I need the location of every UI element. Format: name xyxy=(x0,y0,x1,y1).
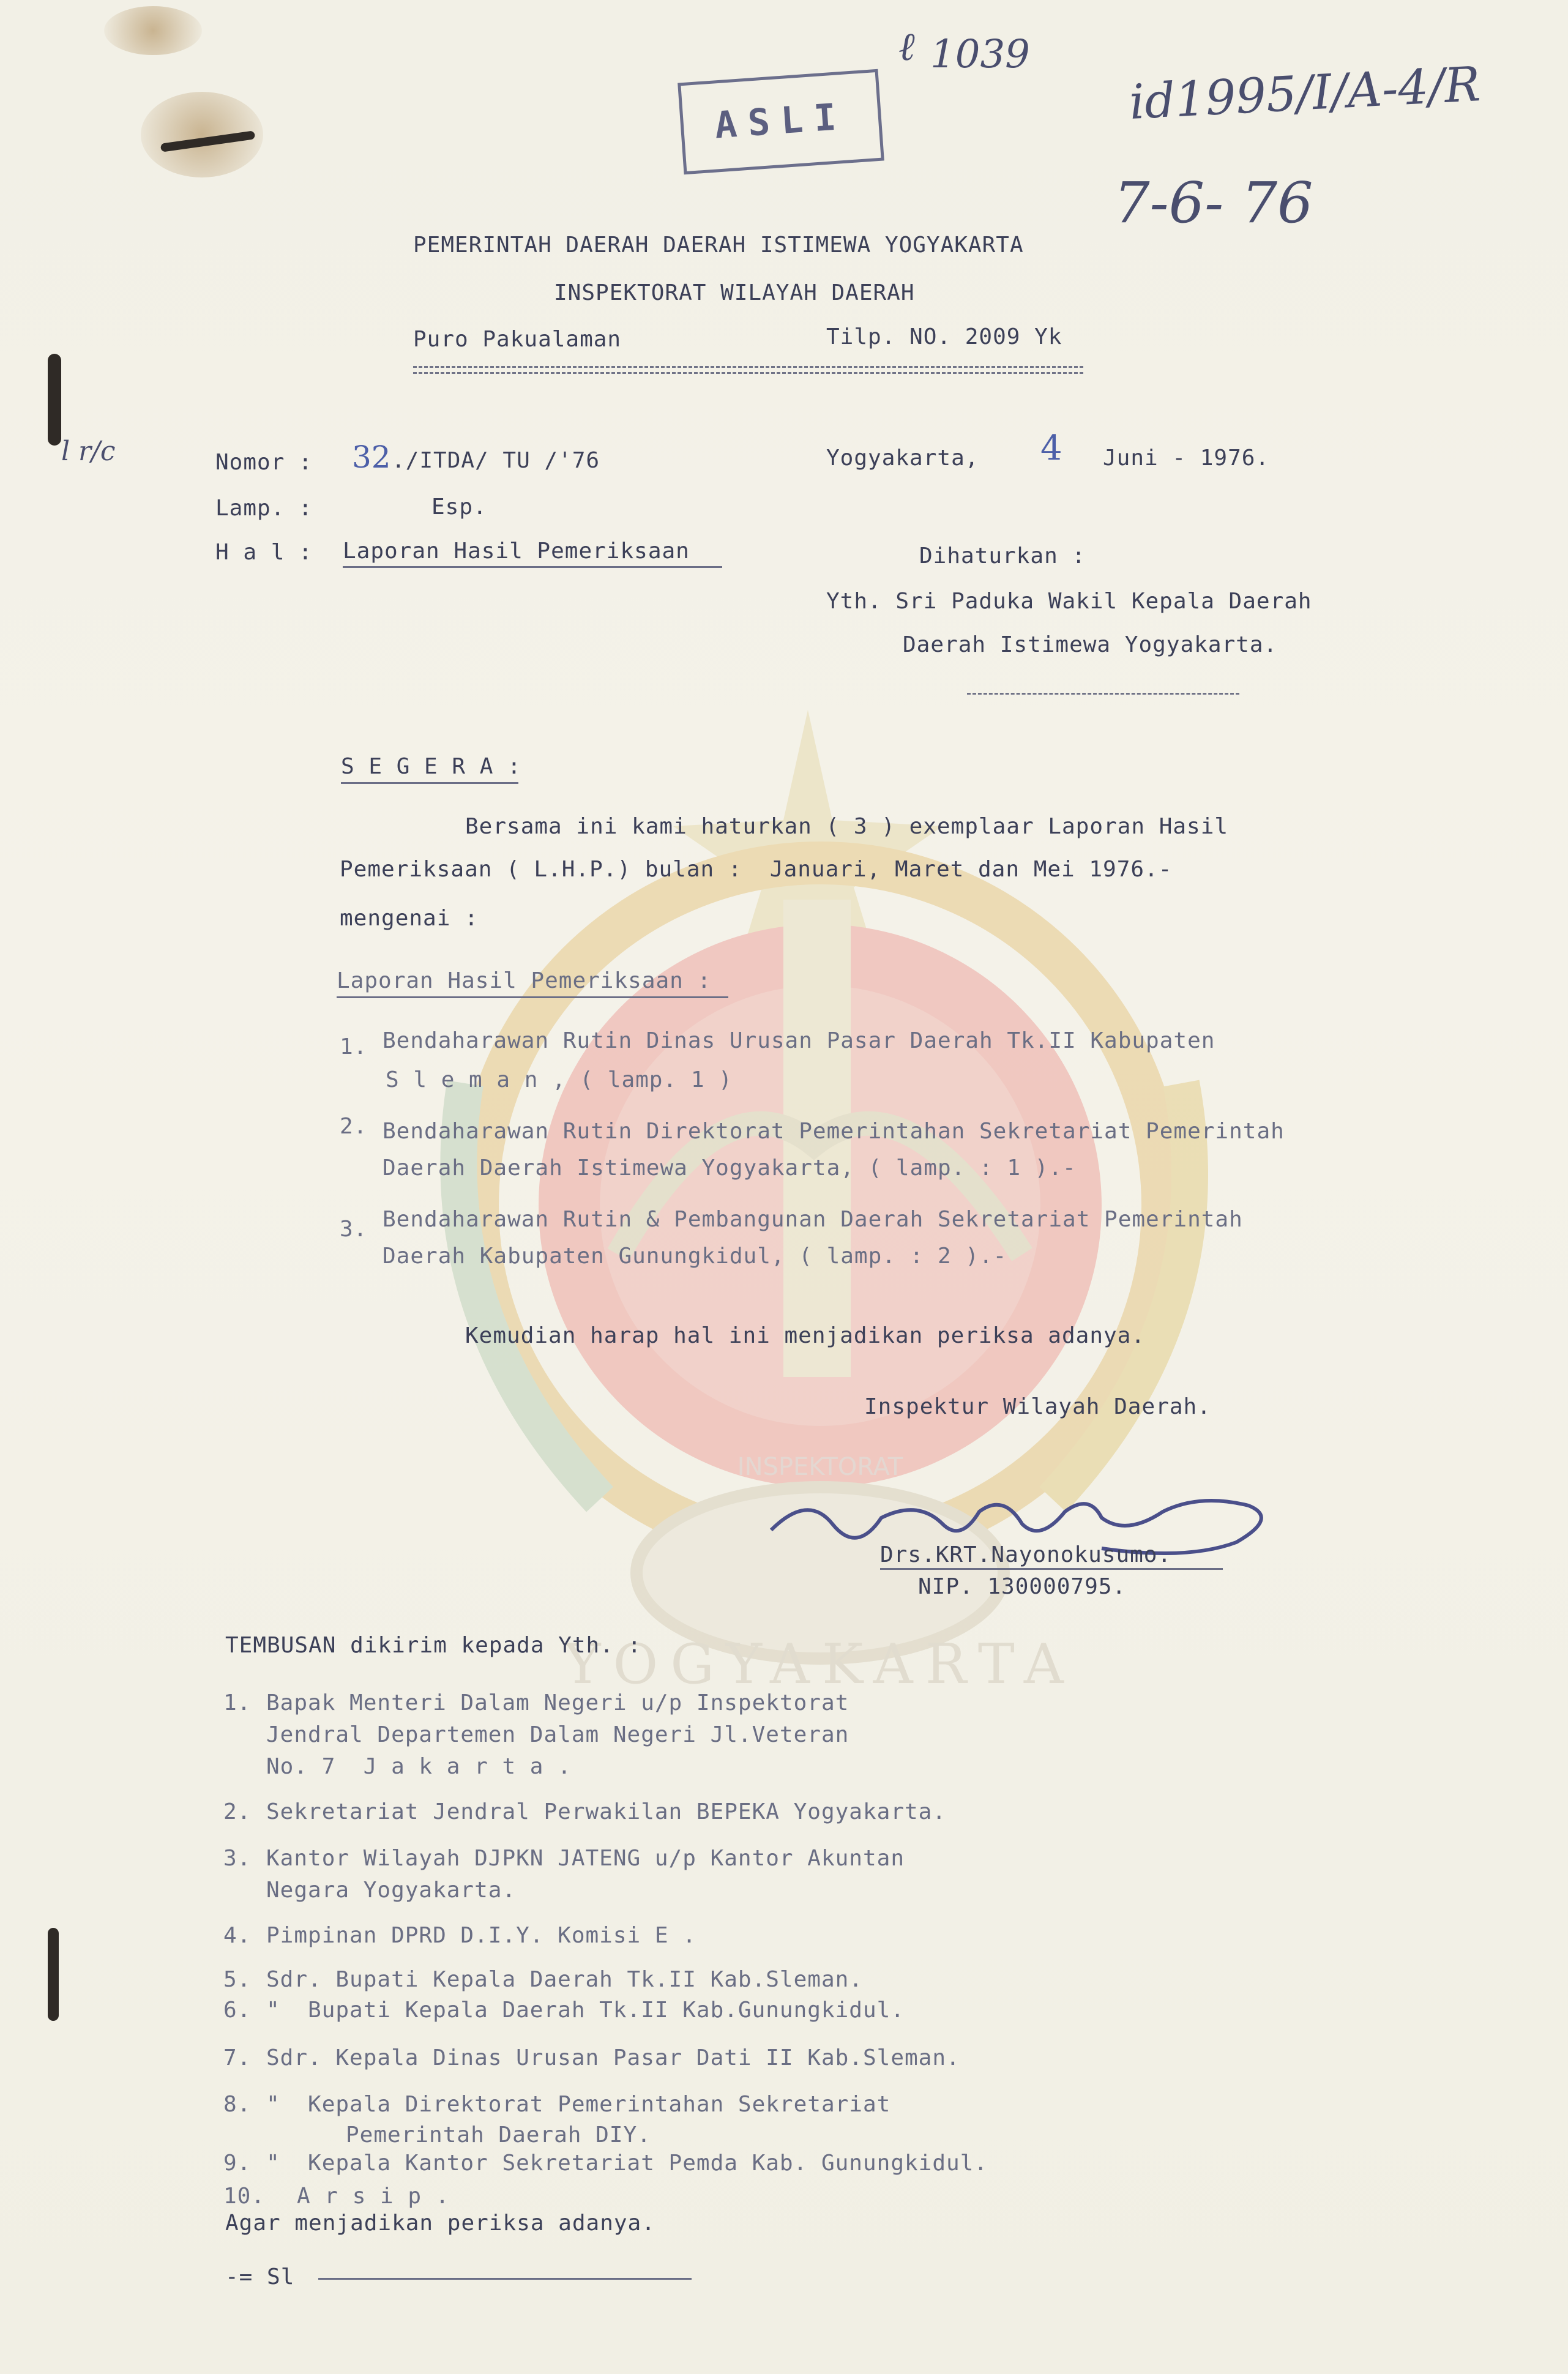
cc-item-line: No. 7 J a k a r t a . xyxy=(266,1754,572,1779)
recipient-line2: Daerah Istimewa Yogyakarta. xyxy=(903,632,1278,657)
cc-item-line: Jendral Departemen Dalam Negeri Jl.Veteran xyxy=(266,1722,849,1747)
cc-item-number: 4. xyxy=(223,1923,252,1948)
recipient-divider xyxy=(967,693,1239,695)
punch-mark xyxy=(48,1928,59,2021)
report-item-line: Daerah Kabupaten Gunungkidul, ( lamp. : 2 ).- xyxy=(383,1244,1007,1269)
handwritten-margin-note: l r/c xyxy=(61,436,116,467)
report-item-line: S l e m a n , ( lamp. 1 ) xyxy=(386,1067,733,1092)
date-month-year: Juni - 1976. xyxy=(1103,446,1270,471)
cc-item-line: " Bupati Kepala Daerah Tk.II Kab.Gunungkidul. xyxy=(266,1998,905,2023)
letterhead-divider xyxy=(413,372,1083,374)
cc-item-line: Kantor Wilayah DJPKN JATENG u/p Kantor Akuntan xyxy=(266,1846,905,1871)
signatory-title: Inspektur Wilayah Daerah. xyxy=(864,1394,1211,1419)
body-paragraph-line: mengenai : xyxy=(340,906,479,931)
cc-item-line: Sekretariat Jendral Perwakilan BEPEKA Yogyakarta. xyxy=(266,1799,947,1824)
cc-item-number: 8. xyxy=(223,2092,252,2117)
report-item-number: 1. xyxy=(340,1034,368,1059)
cc-heading: TEMBUSAN dikirim kepada Yth. : xyxy=(225,1633,642,1658)
stain-mark xyxy=(104,6,202,55)
cc-item-line: Negara Yogyakarta. xyxy=(266,1878,517,1903)
footer-rule xyxy=(318,2278,692,2280)
letterhead-phone: Tilp. NO. 2009 Yk xyxy=(826,324,1062,349)
report-item-number: 3. xyxy=(340,1217,368,1242)
letterhead-divider xyxy=(413,366,1083,368)
original-stamp xyxy=(678,69,884,175)
nomor-label: Nomor : xyxy=(215,450,313,475)
report-item-line: Bendaharawan Rutin Direktorat Pemerintahan Sekretariat Pemerintah xyxy=(383,1119,1285,1144)
report-item-line: Daerah Daerah Istimewa Yogyakarta, ( lamp. : 1 ).- xyxy=(383,1155,1077,1181)
cc-item-line: " Kepala Direktorat Pemerintahan Sekretariat xyxy=(266,2092,891,2117)
stamp-label: ASLI xyxy=(713,95,849,147)
hal-underline xyxy=(343,566,722,568)
letterhead-government: PEMERINTAH DAERAH DAERAH ISTIMEWA YOGYAKARTA xyxy=(413,233,1024,258)
list-heading: Laporan Hasil Pemeriksaan : xyxy=(337,968,712,993)
cc-item-number: 10. xyxy=(223,2184,266,2209)
cc-item-number: 7. xyxy=(223,2045,252,2070)
signatory-name-underline xyxy=(880,1568,1223,1570)
handwritten-date: 7-6- 76 xyxy=(1114,170,1313,236)
body-paragraph-line: Pemeriksaan ( L.H.P.) bulan : Januari, Maret dan Mei 1976.- xyxy=(340,857,1173,882)
signatory-nip: NIP. 130000795. xyxy=(918,1574,1127,1599)
cc-footer: Agar menjadikan periksa adanya. xyxy=(225,2211,655,2236)
report-item-line: Bendaharawan Rutin & Pembangunan Daerah Sekretariat Pemerintah xyxy=(383,1207,1243,1232)
signatory-name: Drs.KRT.Nayonokusumo. xyxy=(880,1542,1172,1567)
cc-item-number: 3. xyxy=(223,1846,252,1871)
cc-item-number: 2. xyxy=(223,1799,252,1824)
cc-item-line: Bapak Menteri Dalam Negeri u/p Inspektorat xyxy=(266,1690,849,1715)
cc-item-line: Sdr. Bupati Kepala Daerah Tk.II Kab.Sleman. xyxy=(266,1967,863,1992)
urgent-label: S E G E R A : xyxy=(341,754,521,779)
date-day: 4 xyxy=(1040,428,1062,468)
lamp-label: Lamp. : xyxy=(215,496,313,521)
urgent-underline xyxy=(341,782,518,784)
cc-item-line: " Kepala Kantor Sekretariat Pemda Kab. Gunungkidul. xyxy=(266,2151,988,2176)
cc-item-number: 9. xyxy=(223,2151,252,2176)
punch-mark xyxy=(48,354,61,446)
report-item-line: Bendaharawan Rutin Dinas Urusan Pasar Daerah Tk.II Kabupaten xyxy=(383,1028,1215,1053)
cc-item-number: 6. xyxy=(223,1998,252,2023)
list-heading-underline xyxy=(337,996,728,998)
cc-item-line: Pemerintah Daerah DIY. xyxy=(346,2122,651,2148)
emblem-inner-text: INSPEKTORAT xyxy=(737,1453,903,1481)
cc-item-line: A r s i p . xyxy=(297,2184,450,2209)
letterhead-office: INSPEKTORAT WILAYAH DAERAH xyxy=(554,280,915,305)
handwritten-code: 1039 xyxy=(930,32,1030,77)
cc-item-line: Sdr. Kepala Dinas Urusan Pasar Dati II Kab.Sleman. xyxy=(266,2045,960,2070)
handwritten-reference: id1995/I/A-4/R xyxy=(1128,57,1482,130)
recipient-intro: Dihaturkan : xyxy=(919,543,1086,569)
hal-value: Laporan Hasil Pemeriksaan xyxy=(343,539,690,564)
emblem-arc-text: YOGYAKARTA xyxy=(564,1632,1076,1697)
body-paragraph-line: Bersama ini kami haturkan ( 3 ) exemplaar Laporan Hasil xyxy=(465,814,1229,839)
closing-sentence: Kemudian harap hal ini menjadikan periksa adanya. xyxy=(465,1323,1146,1348)
cc-item-line: Pimpinan DPRD D.I.Y. Komisi E . xyxy=(266,1923,696,1948)
hal-label: H a l : xyxy=(215,540,313,565)
cc-item-number: 5. xyxy=(223,1967,252,1992)
recipient-line1: Yth. Sri Paduka Wakil Kepala Daerah xyxy=(826,589,1312,614)
report-item-number: 2. xyxy=(340,1114,368,1139)
nomor-value: ./ITDA/ TU /'76 xyxy=(392,448,600,473)
cc-item-number: 1. xyxy=(223,1690,252,1715)
lamp-value: Esp. xyxy=(431,495,487,520)
handwritten-code-mark: ℓ xyxy=(898,24,915,70)
letterhead-address: Puro Pakualaman xyxy=(413,327,622,352)
nomor-number: 32 xyxy=(352,439,391,475)
date-city: Yogyakarta, xyxy=(826,446,979,471)
typist-initials: -= Sl xyxy=(225,2264,295,2290)
